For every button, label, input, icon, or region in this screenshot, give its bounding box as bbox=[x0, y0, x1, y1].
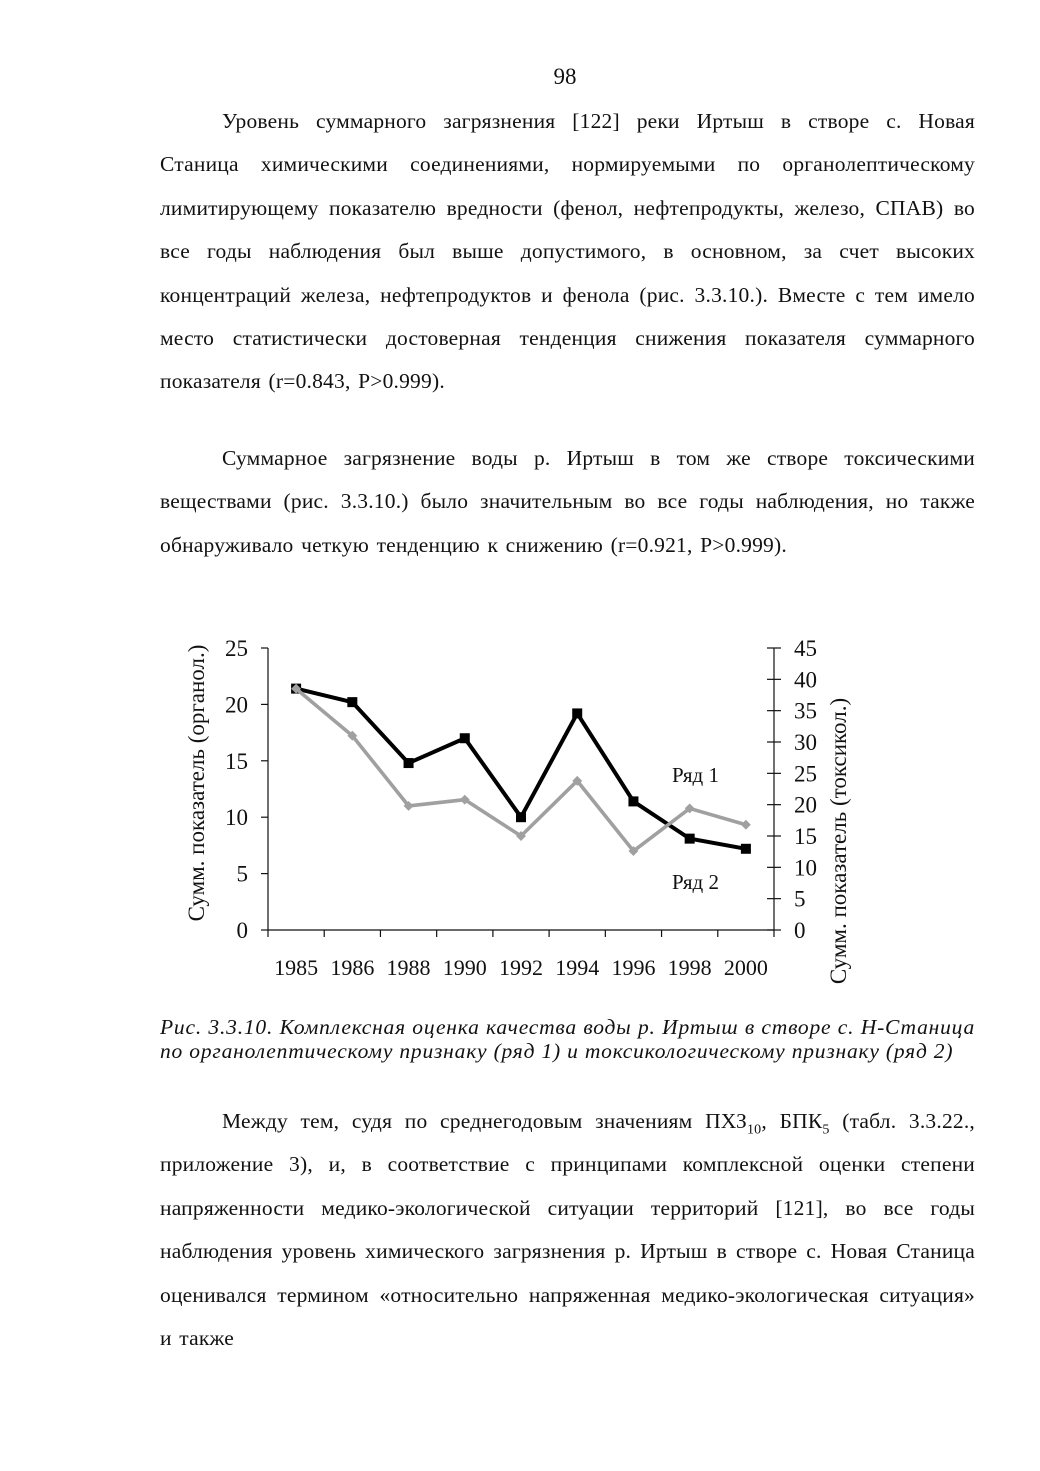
series-1-point bbox=[685, 834, 695, 844]
paragraph-3-part-c: (табл. 3.3.22., приложение 3), и, в соответствие с принципами комплексной оценки степени напряженности медико-экологической ситуации территорий [121], во все годы наблюдения уровень химического загрязнения р. Иртыш в створе с. Новая Станица оценивался термином «относительно напряженная медико-экологическая ситуация» и также bbox=[160, 1109, 975, 1351]
y-tick-label-right: 45 bbox=[794, 636, 817, 661]
x-tick-label: 1988 bbox=[386, 955, 431, 980]
paragraph-1: Уровень суммарного загрязнения [122] реки Иртыш в створе с. Новая Станица химическими соединениями, нормируемыми по органолептическому лимитирующему показателю вредности (фенол, нефтепродукты, железо, СПАВ) во все годы наблюдения был выше допустимого, в основном, за счет высоких концентраций железа, нефтепродуктов и фенола (рис. 3.3.10.). Вместе с тем имело место статистически достоверная тенденция снижения показателя суммарного показателя (r=0.843, P>0.999). bbox=[160, 109, 975, 394]
y-tick-label-right: 25 bbox=[794, 761, 817, 787]
y-tick-label-right: 35 bbox=[794, 698, 817, 724]
y-tick-label-right: 40 bbox=[794, 667, 817, 693]
figure-caption: Рис. 3.3.10. Комплексная оценка качества воды р. Иртыш в створе с. Н-Станица по органолептическому признаку (ряд 1) и токсикологическому признаку (ряд 2) bbox=[160, 1015, 975, 1063]
y-tick-label-right: 10 bbox=[794, 855, 817, 881]
paragraph-2: Суммарное загрязнение воды р. Иртыш в том же створе токсическими веществами (рис. 3.3.10.) было значительным во все годы наблюдения, но также обнаруживало четкую тенденцию к снижению (r=0.921, P>0.999). bbox=[160, 446, 975, 557]
series-label-2: Ряд 2 bbox=[672, 870, 719, 894]
paragraph-3 bbox=[160, 1100, 975, 1360]
y-tick-label-left: 20 bbox=[225, 692, 248, 718]
series-1-point bbox=[460, 733, 470, 743]
paragraph-3-part-b: , БПК bbox=[761, 1109, 823, 1133]
x-tick-label: 1996 bbox=[611, 955, 656, 980]
y-tick-label-right: 20 bbox=[794, 792, 817, 818]
y-tick-label-right: 0 bbox=[794, 918, 806, 943]
y-tick-label-right: 30 bbox=[794, 730, 817, 755]
paragraph-3-sub-2: 5 bbox=[822, 1122, 830, 1138]
x-tick-label: 1992 bbox=[499, 955, 543, 980]
paragraph-3-part-a: Между тем, судя по среднегодовым значениям ПХЗ bbox=[222, 1109, 747, 1133]
y-tick-label-right: 15 bbox=[794, 824, 817, 849]
series-label-1: Ряд 1 bbox=[672, 763, 719, 787]
y-tick-label-left: 15 bbox=[225, 748, 248, 774]
y-tick-label-left: 5 bbox=[236, 861, 248, 887]
series-1-point bbox=[404, 758, 414, 768]
series-1-point bbox=[572, 708, 582, 718]
y-tick-label-left: 10 bbox=[225, 805, 248, 831]
y-tick-label-right: 5 bbox=[794, 886, 806, 912]
x-tick-label: 1994 bbox=[555, 955, 600, 980]
series-1-point bbox=[347, 697, 357, 707]
x-tick-label: 1986 bbox=[330, 955, 375, 980]
series-1-point bbox=[516, 812, 526, 822]
x-tick-label: 1985 bbox=[274, 955, 319, 980]
x-tick-label: 1990 bbox=[442, 955, 487, 980]
series-2-point bbox=[741, 820, 751, 830]
y-tick-label-left: 0 bbox=[236, 918, 248, 943]
page-number: 98 bbox=[553, 64, 577, 89]
paragraph-3-sub-1: 10 bbox=[746, 1122, 762, 1138]
x-tick-label: 1998 bbox=[667, 955, 712, 980]
series-1-point bbox=[741, 844, 751, 854]
y-tick-label-left: 25 bbox=[225, 636, 248, 661]
y-axis-title-right: Сумм. показатель (токсикол.) bbox=[826, 697, 851, 985]
x-tick-label: 2000 bbox=[723, 955, 768, 980]
y-axis-title-left: Сумм. показатель (органол.) bbox=[184, 644, 209, 922]
series-1-point bbox=[628, 796, 638, 806]
